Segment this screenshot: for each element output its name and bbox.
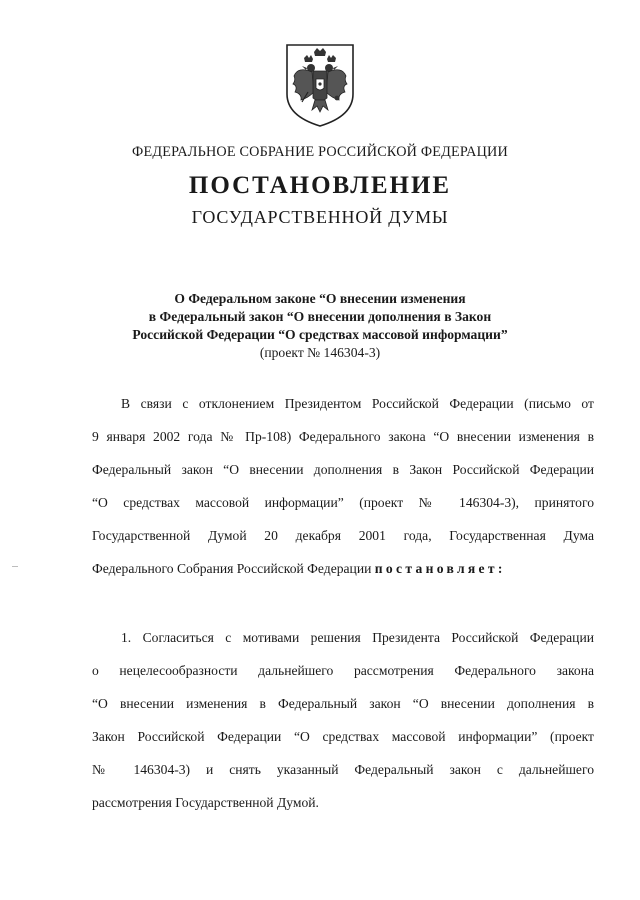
paragraph-line: 1. Согласиться с мотивами решения Президента Российской Федерации <box>121 630 594 645</box>
paragraph-line: Государственной Думой 20 декабря 2001 года, Государственная Дума <box>92 528 594 543</box>
preamble-paragraph <box>92 387 594 585</box>
paragraph-line: Федеральный закон “О внесении дополнения в Закон Российской Федерации <box>92 462 594 477</box>
heading-line: в Федеральный закон “О внесении дополнения в Закон <box>148 309 492 324</box>
paragraph-line: 9 января 2002 года № Пр-108) Федерального закона “О внесении изменения в <box>92 429 594 444</box>
resolves-word: постановляет: <box>374 561 506 576</box>
russian-coat-of-arms-icon <box>284 42 356 128</box>
document-title: ПОСТАНОВЛЕНИЕ <box>188 172 452 199</box>
scan-margin-mark <box>12 566 18 567</box>
organization-name: ФЕДЕРАЛЬНОЕ СОБРАНИЕ РОССИЙСКОЙ ФЕДЕРАЦИИ <box>132 144 508 160</box>
paragraph-line: № 146304-3) и снять указанный Федеральный закон с дальнейшего <box>92 762 594 777</box>
heading-line: Российской Федерации “О средствах массовой информации” <box>132 327 508 342</box>
resolution-heading <box>0 290 640 362</box>
project-number: (проект № 146304-3) <box>259 345 381 360</box>
heading-line: О Федеральном законе “О внесении изменения <box>174 291 466 306</box>
paragraph-text: Федерального Собрания Российской Федерации <box>92 561 372 576</box>
paragraph-line-last: рассмотрения Государственной Думой. <box>92 795 319 810</box>
paragraph-line: “О внесении изменения в Федеральный закон “О внесении дополнения в <box>92 696 594 711</box>
paragraph-line: Закон Российской Федерации “О средствах массовой информации” (проект <box>92 729 594 744</box>
paragraph-line: “О средствах массовой информации” (проект № 146304-3), принятого <box>92 495 594 510</box>
document-subtitle: ГОСУДАРСТВЕННОЙ ДУМЫ <box>191 207 449 227</box>
paragraph-line: В связи с отклонением Президентом Российской Федерации (письмо от <box>121 396 594 411</box>
paragraph-line-last <box>92 552 594 585</box>
paragraph-line: о нецелесообразности дальнейшего рассмотрения Федерального закона <box>92 663 594 678</box>
item-1-paragraph <box>92 621 594 819</box>
